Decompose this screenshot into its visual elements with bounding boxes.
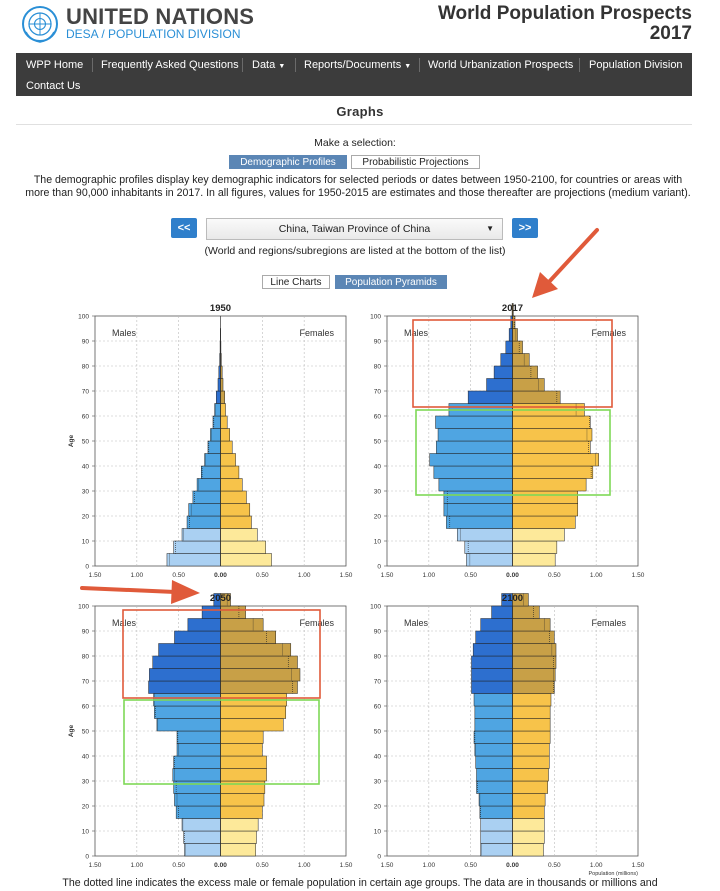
y-tick-label: 30 [373, 778, 381, 786]
nav-population-division[interactable]: Population Division [589, 59, 683, 71]
female-bar-20-24 [221, 504, 250, 517]
x-tick-label: 1.00 [297, 572, 311, 579]
male-bar-5-9 [465, 541, 513, 554]
female-bar-75-79 [513, 366, 538, 379]
prev-country-button[interactable]: << [171, 218, 197, 238]
male-bar-90-94 [481, 619, 513, 632]
y-tick-label: 60 [81, 413, 89, 421]
female-bar-5-9 [513, 541, 557, 554]
y-tick-label: 60 [373, 703, 381, 711]
y-tick-label: 70 [81, 678, 89, 686]
description-text: The demographic profiles display key demographic indicators for selected periods or dates between 1950-2100, for countries or areas with more than 90,000 inhabitants in 2017. In all figures, values for 1950-2015 are estimates and those thereafter are projections (medium variant). [25, 174, 691, 199]
y-axis-label: Age [68, 724, 75, 738]
y-tick-label: 0 [377, 853, 381, 861]
male-bar-45-49 [474, 731, 512, 744]
male-bar-75-79 [153, 656, 221, 669]
nav-wpp-home[interactable]: WPP Home [26, 59, 84, 71]
chevron-down-icon: ▼ [404, 63, 412, 70]
female-bar-95-99 [221, 606, 246, 619]
female-bar-95-99 [513, 606, 540, 619]
male-bar-45-49 [436, 441, 512, 454]
y-tick-label: 40 [81, 463, 89, 471]
x-tick-label: 0.00 [506, 572, 519, 579]
female-bar-40-44 [221, 454, 236, 467]
x-tick-label: 1.00 [589, 572, 603, 579]
y-tick-label: 10 [81, 538, 89, 546]
male-bar-85-89 [174, 631, 220, 644]
female-bar-40-44 [513, 454, 599, 467]
male-bar-55-59 [154, 706, 220, 719]
male-bar-5-9 [174, 541, 221, 554]
female-bar-80-84 [513, 354, 530, 367]
female-bar-65-69 [513, 391, 561, 404]
female-bar-55-59 [513, 416, 591, 429]
y-tick-label: 90 [81, 338, 89, 346]
female-bar-25-29 [221, 781, 265, 794]
female-bar-10-14 [221, 529, 258, 542]
x-tick-label: 1.00 [297, 862, 311, 869]
y-tick-label: 80 [81, 653, 89, 661]
x-tick-label: 1.00 [130, 572, 144, 579]
y-tick-label: 30 [81, 488, 89, 496]
females-label: Females [299, 328, 334, 338]
x-tick-label: 1.00 [422, 862, 436, 869]
x-tick-label: 1.00 [589, 862, 603, 869]
x-tick-label: 0.00 [214, 862, 227, 869]
male-bar-15-19 [176, 806, 220, 819]
annotation-arrow-shaft [548, 230, 597, 283]
female-bar-15-19 [221, 806, 263, 819]
male-bar-75-79 [494, 366, 512, 379]
female-bar-5-9 [221, 831, 257, 844]
male-bar-40-44 [430, 454, 513, 467]
female-bar-90-94 [513, 329, 518, 342]
y-tick-label: 80 [373, 653, 381, 661]
female-bar-95-99 [513, 316, 516, 329]
chart-type-pyramids-button[interactable]: Population Pyramids [335, 275, 447, 289]
y-tick-label: 90 [373, 338, 381, 346]
female-bar-50-54 [513, 719, 551, 732]
female-bar-45-49 [513, 731, 551, 744]
female-bar-20-24 [513, 794, 546, 807]
male-bar-70-74 [149, 669, 220, 682]
female-bar-15-19 [513, 806, 545, 819]
female-bar-10-14 [513, 529, 565, 542]
male-bar-50-54 [438, 429, 512, 442]
male-bar-25-29 [477, 781, 513, 794]
y-tick-label: 10 [81, 828, 89, 836]
female-bar-55-59 [513, 706, 551, 719]
male-bar-90-94 [509, 329, 512, 342]
males-label: Males [404, 618, 429, 628]
female-bar-10-14 [513, 819, 545, 832]
males-label: Males [404, 328, 429, 338]
female-bar-40-44 [221, 744, 263, 757]
male-bar-35-39 [174, 756, 221, 769]
male-bar-90-94 [188, 619, 221, 632]
male-bar-60-64 [474, 694, 512, 707]
y-tick-label: 60 [81, 703, 89, 711]
male-bar-20-24 [174, 794, 220, 807]
females-label: Females [591, 618, 626, 628]
male-bar-0-4 [167, 554, 221, 567]
y-tick-label: 0 [85, 853, 89, 861]
next-country-button[interactable]: >> [512, 218, 538, 238]
female-bar-55-59 [221, 706, 286, 719]
y-tick-label: 70 [81, 388, 89, 396]
male-bar-75-79 [472, 656, 513, 669]
female-bar-60-64 [513, 694, 551, 707]
x-tick-label: 0.50 [548, 862, 561, 869]
female-bar-90-94 [221, 619, 264, 632]
male-bar-10-14 [182, 819, 220, 832]
male-bar-25-29 [444, 491, 513, 504]
tab-demographic-profiles[interactable]: Demographic Profiles [229, 155, 347, 169]
female-bar-15-19 [221, 516, 252, 529]
female-bar-70-74 [513, 379, 545, 392]
x-tick-label: 0.50 [548, 572, 561, 579]
y-tick-label: 90 [373, 628, 381, 636]
select-note: (World and regions/subregions are listed at the bottom of the list) [204, 245, 506, 257]
x-tick-label: 0.50 [256, 572, 269, 579]
male-bar-10-14 [481, 819, 513, 832]
female-bar-0-4 [221, 844, 256, 857]
females-label: Females [299, 618, 334, 628]
nav-urbanization[interactable]: World Urbanization Prospects [428, 59, 574, 71]
y-tick-label: 40 [373, 753, 381, 761]
male-bar-0-4 [466, 554, 512, 567]
y-tick-label: 90 [81, 628, 89, 636]
female-bar-65-69 [513, 681, 555, 694]
male-bar-40-44 [475, 744, 513, 757]
female-bar-5-9 [513, 831, 545, 844]
y-tick-label: 70 [373, 388, 381, 396]
male-bar-5-9 [481, 831, 513, 844]
nav-contact[interactable]: Contact Us [26, 80, 81, 92]
x-tick-label: 1.50 [88, 862, 102, 869]
x-tick-label: 1.50 [380, 862, 394, 869]
female-bar-35-39 [221, 756, 267, 769]
male-bar-30-34 [477, 769, 513, 782]
male-bar-95-99 [202, 606, 220, 619]
nav-reports[interactable]: Reports/Documents ▼ [304, 59, 412, 71]
male-bar-45-49 [208, 441, 221, 454]
female-bar-70-74 [513, 669, 556, 682]
x-tick-label: 0.00 [506, 862, 519, 869]
y-tick-label: 70 [373, 678, 381, 686]
x-tick-label: 1.50 [380, 572, 394, 579]
female-bar-40-44 [513, 744, 550, 757]
x-tick-label: 1.50 [339, 572, 353, 579]
male-bar-50-54 [210, 429, 220, 442]
female-bar-30-34 [513, 769, 549, 782]
female-bar-35-39 [221, 466, 239, 479]
male-bar-65-69 [472, 681, 513, 694]
male-bar-50-54 [475, 719, 513, 732]
y-tick-label: 20 [81, 513, 89, 521]
y-tick-label: 20 [373, 803, 381, 811]
female-bar-0-4 [513, 554, 556, 567]
y-tick-label: 50 [373, 728, 381, 736]
male-bar-40-44 [177, 744, 221, 757]
female-bar-35-39 [513, 466, 593, 479]
female-bar-80-84 [513, 644, 557, 657]
female-bar-70-74 [221, 669, 300, 682]
female-bar-45-49 [221, 441, 233, 454]
female-bar-0-4 [513, 844, 544, 857]
male-bar-65-69 [216, 391, 220, 404]
country-select-value: China, Taiwan Province of China [278, 223, 431, 235]
annotation-arrow-icon [171, 580, 200, 604]
male-bar-15-19 [446, 516, 512, 529]
male-bar-15-19 [187, 516, 220, 529]
x-axis-unit-label: Population (millions) [588, 871, 638, 877]
x-tick-label: 0.50 [172, 862, 185, 869]
y-tick-label: 50 [81, 438, 89, 446]
male-bar-20-24 [189, 504, 221, 517]
y-tick-label: 40 [373, 463, 381, 471]
males-label: Males [112, 618, 137, 628]
female-bar-20-24 [513, 504, 578, 517]
chart-type-line-button[interactable]: Line Charts [262, 275, 330, 289]
male-bar-40-44 [205, 454, 221, 467]
male-bar-25-29 [174, 781, 221, 794]
x-tick-label: 1.50 [631, 572, 645, 579]
nav-data[interactable]: Data ▼ [252, 59, 286, 71]
male-bar-0-4 [481, 844, 513, 857]
male-bar-70-74 [472, 669, 513, 682]
female-bar-20-24 [221, 794, 265, 807]
x-tick-label: 0.50 [256, 862, 269, 869]
female-bar-5-9 [221, 541, 266, 554]
male-bar-80-84 [473, 644, 512, 657]
male-bar-45-49 [177, 731, 221, 744]
male-bar-10-14 [457, 529, 512, 542]
y-tick-label: 50 [81, 728, 89, 736]
male-bar-30-34 [197, 479, 220, 492]
y-tick-label: 30 [81, 778, 89, 786]
x-tick-label: 0.50 [172, 572, 185, 579]
male-bar-35-39 [434, 466, 513, 479]
x-tick-label: 1.00 [130, 862, 144, 869]
females-label: Females [591, 328, 626, 338]
males-label: Males [112, 328, 137, 338]
chevron-down-icon: ▼ [486, 224, 494, 233]
male-bar-85-89 [506, 341, 513, 354]
y-tick-label: 20 [373, 513, 381, 521]
x-tick-label: 1.50 [88, 572, 102, 579]
chevron-down-icon: ▼ [278, 63, 286, 70]
female-bar-50-54 [513, 429, 592, 442]
male-bar-20-24 [444, 504, 513, 517]
division-name[interactable]: DESA / POPULATION DIVISION [66, 27, 241, 41]
y-tick-label: 100 [78, 603, 89, 611]
male-bar-35-39 [201, 466, 220, 479]
male-bar-50-54 [157, 719, 221, 732]
male-bar-80-84 [501, 354, 513, 367]
y-tick-label: 50 [373, 438, 381, 446]
male-bar-55-59 [436, 416, 513, 429]
y-tick-label: 80 [373, 363, 381, 371]
female-bar-25-29 [221, 491, 247, 504]
site-title-line1: World Population Prospects [437, 3, 692, 24]
female-bar-30-34 [513, 479, 587, 492]
male-bar-30-34 [173, 769, 221, 782]
x-tick-label: 1.50 [631, 862, 645, 869]
chart-title: 2017 [501, 303, 524, 314]
annotation-arrow-shaft [82, 588, 175, 592]
female-bar-85-89 [221, 631, 276, 644]
female-bar-85-89 [513, 341, 523, 354]
female-bar-80-84 [221, 644, 291, 657]
male-bar-80-84 [159, 644, 221, 657]
y-tick-label: 20 [81, 803, 89, 811]
male-bar-65-69 [149, 681, 221, 694]
y-axis-label: Age [68, 434, 75, 448]
chart-title: 1950 [209, 303, 232, 314]
x-tick-label: 1.00 [422, 572, 436, 579]
chart-title: 2050 [209, 593, 232, 604]
female-bar-50-54 [221, 429, 230, 442]
male-bar-5-9 [184, 831, 221, 844]
female-bar-30-34 [221, 769, 267, 782]
male-bar-0-4 [185, 844, 221, 857]
male-bar-85-89 [476, 631, 513, 644]
female-bar-35-39 [513, 756, 550, 769]
tab-probabilistic-projections[interactable]: Probabilistic Projections [351, 155, 480, 169]
chart-title: 2100 [501, 593, 524, 604]
female-bar-75-79 [513, 656, 557, 669]
y-tick-label: 80 [81, 363, 89, 371]
male-bar-25-29 [193, 491, 221, 504]
x-tick-label: 1.50 [339, 862, 353, 869]
male-bar-15-19 [480, 806, 513, 819]
female-bar-30-34 [221, 479, 243, 492]
male-bar-95-99 [492, 606, 513, 619]
male-bar-30-34 [439, 479, 513, 492]
footnote: The dotted line indicates the excess male or female population in certain age groups. The data are in thousands or millions and [62, 877, 658, 889]
female-bar-45-49 [513, 441, 591, 454]
female-bar-85-89 [513, 631, 555, 644]
male-bar-20-24 [479, 794, 512, 807]
female-bar-75-79 [221, 656, 298, 669]
x-tick-label: 0.00 [214, 572, 227, 579]
x-tick-label: 0.50 [464, 862, 477, 869]
female-bar-25-29 [513, 491, 578, 504]
male-bar-70-74 [218, 379, 221, 392]
y-tick-label: 60 [373, 413, 381, 421]
x-tick-label: 0.50 [464, 572, 477, 579]
female-bar-70-74 [221, 379, 224, 392]
org-name[interactable]: UNITED NATIONS [66, 4, 255, 29]
female-bar-10-14 [221, 819, 259, 832]
female-bar-60-64 [221, 404, 226, 417]
y-tick-label: 30 [373, 488, 381, 496]
female-bar-0-4 [221, 554, 272, 567]
female-bar-55-59 [221, 416, 228, 429]
female-bar-25-29 [513, 781, 548, 794]
male-bar-70-74 [487, 379, 513, 392]
y-tick-label: 100 [370, 603, 381, 611]
female-bar-45-49 [221, 731, 264, 744]
y-tick-label: 10 [373, 538, 381, 546]
y-tick-label: 0 [377, 563, 381, 571]
y-tick-label: 100 [370, 313, 381, 321]
female-bar-50-54 [221, 719, 284, 732]
site-title-year: 2017 [649, 23, 692, 44]
make-selection-label: Make a selection: [314, 137, 396, 149]
y-tick-label: 0 [85, 563, 89, 571]
male-bar-10-14 [182, 529, 220, 542]
y-tick-label: 100 [78, 313, 89, 321]
male-bar-35-39 [476, 756, 513, 769]
male-bar-55-59 [475, 706, 513, 719]
female-bar-65-69 [221, 681, 298, 694]
nav-faq[interactable]: Frequently Asked Questions [101, 59, 239, 71]
female-bar-65-69 [221, 391, 225, 404]
page-title: Graphs [336, 104, 384, 119]
y-tick-label: 10 [373, 828, 381, 836]
y-tick-label: 40 [81, 753, 89, 761]
male-bar-65-69 [468, 391, 512, 404]
female-bar-15-19 [513, 516, 576, 529]
